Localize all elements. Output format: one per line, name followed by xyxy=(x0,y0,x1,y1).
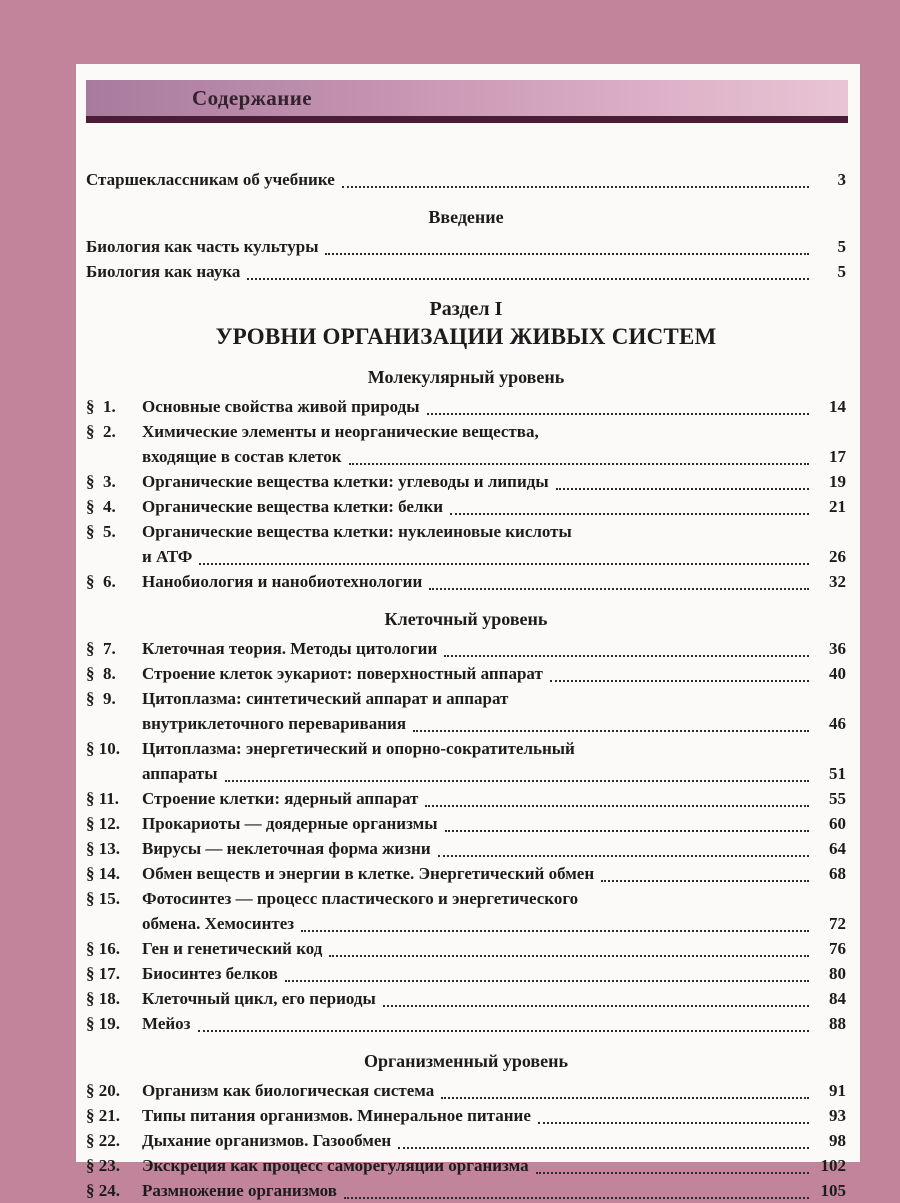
entry-page: 32 xyxy=(829,572,846,591)
entry-number: § 23. xyxy=(86,1156,120,1175)
entry-number: § 17. xyxy=(86,964,120,983)
entry-number: § 2. xyxy=(86,422,116,441)
contents-header-band xyxy=(86,80,848,116)
entry-title: Размножение организмов xyxy=(142,1181,337,1200)
entry-title: Мейоз xyxy=(142,1014,191,1033)
entry-number: § 5. xyxy=(86,522,116,541)
dot-leader xyxy=(349,463,809,465)
entry-number: § 4. xyxy=(86,497,116,516)
toc-entry xyxy=(86,167,846,192)
page-title: Содержание xyxy=(192,85,312,110)
entry-number: § 15. xyxy=(86,889,120,908)
entry-page: 36 xyxy=(829,639,846,658)
dot-leader xyxy=(329,955,809,957)
dot-leader xyxy=(536,1172,809,1174)
dot-leader xyxy=(225,780,809,782)
entry-number: § 21. xyxy=(86,1106,120,1125)
dot-leader xyxy=(247,278,809,280)
dot-leader xyxy=(198,1030,810,1032)
entry-title: Химические элементы и неорганические вещества, xyxy=(142,422,539,441)
toc-entry xyxy=(86,569,846,594)
entry-title: Ген и генетический код xyxy=(142,939,323,958)
entry-title-continued: внутриклеточного переваривания xyxy=(142,714,407,733)
entry-title: Дыхание организмов. Газообмен xyxy=(142,1131,392,1150)
entry-title: Клеточный цикл, его периоды xyxy=(142,989,376,1008)
toc-entry xyxy=(86,661,846,686)
entry-page: 98 xyxy=(829,1131,846,1150)
entry-title: Старшеклассникам об учебнике xyxy=(86,170,335,189)
dot-leader xyxy=(285,980,809,982)
dot-leader xyxy=(450,513,809,515)
entry-page: 3 xyxy=(837,170,846,189)
dot-leader xyxy=(538,1122,809,1124)
entry-title-continued: обмена. Хемосинтез xyxy=(142,914,295,933)
entry-page: 84 xyxy=(829,989,846,1008)
dot-leader xyxy=(425,805,809,807)
entry-title: Биология как наука xyxy=(86,262,241,281)
entry-title: Органические вещества клетки: углеводы и липиды xyxy=(142,472,549,491)
toc-entry xyxy=(86,259,846,284)
entry-title: Основные свойства живой природы xyxy=(142,397,420,416)
toc-entry xyxy=(86,469,846,494)
entry-title: Цитоплазма: синтетический аппарат и аппарат xyxy=(142,689,509,708)
entry-title: Обмен веществ и энергии в клетке. Энергетический обмен xyxy=(142,864,595,883)
toc-entry xyxy=(86,494,846,519)
entry-page: 55 xyxy=(829,789,846,808)
entry-line xyxy=(86,886,846,911)
entry-number: § 9. xyxy=(86,689,116,708)
entry-page: 76 xyxy=(829,939,846,958)
entry-number: § 7. xyxy=(86,639,116,658)
toc-entry xyxy=(86,986,846,1011)
entry-page: 88 xyxy=(829,1014,846,1033)
toc-entry xyxy=(86,1178,846,1203)
toc-entry xyxy=(86,1078,846,1103)
toc-entry xyxy=(86,736,846,786)
toc-entry xyxy=(86,686,846,736)
header-underline xyxy=(86,116,848,123)
entry-number: § 14. xyxy=(86,864,120,883)
entry-title: Нанобиология и нанобиотехнологии xyxy=(142,572,423,591)
entry-number: § 16. xyxy=(86,939,120,958)
toc-entry xyxy=(86,1153,846,1178)
dot-leader xyxy=(383,1005,809,1007)
dot-leader xyxy=(325,253,809,255)
entry-title-continued: аппараты xyxy=(142,764,218,783)
entry-number: § 11. xyxy=(86,789,120,808)
toc-entry xyxy=(86,519,846,569)
entry-page: 91 xyxy=(829,1081,846,1100)
entry-page: 102 xyxy=(820,1156,846,1175)
entry-page: 72 xyxy=(829,914,846,933)
entry-line xyxy=(86,711,846,736)
entry-page: 93 xyxy=(829,1106,846,1125)
entry-page: 46 xyxy=(829,714,846,733)
entry-line xyxy=(86,544,846,569)
dot-leader xyxy=(427,413,809,415)
entry-number: § 3. xyxy=(86,472,116,491)
toc-entry xyxy=(86,936,846,961)
entry-title: Органические вещества клетки: нуклеиновые кислоты xyxy=(142,522,572,541)
entry-page: 21 xyxy=(829,497,846,516)
entry-title: Прокариоты — доядерные организмы xyxy=(142,814,438,833)
entry-number: § 22. xyxy=(86,1131,120,1150)
entry-title: Строение клеток эукариот: поверхностный аппарат xyxy=(142,664,543,683)
entry-page: 19 xyxy=(829,472,846,491)
entry-page: 64 xyxy=(829,839,846,858)
toc-entry xyxy=(86,836,846,861)
entry-title: Типы питания организмов. Минеральное питание xyxy=(142,1106,531,1125)
book-page xyxy=(76,64,860,1200)
entry-line xyxy=(86,444,846,469)
toc-entry xyxy=(86,811,846,836)
entry-number: § 10. xyxy=(86,739,120,758)
entry-line xyxy=(86,761,846,786)
table-of-contents xyxy=(76,167,860,1203)
entry-title: Вирусы — неклеточная форма жизни xyxy=(142,839,431,858)
toc-entry xyxy=(86,861,846,886)
entry-title: Организм как биологическая система xyxy=(142,1081,435,1100)
dot-leader xyxy=(413,730,809,732)
section-heading: Клеточный уровень xyxy=(384,609,548,629)
entry-title: Клеточная теория. Методы цитологии xyxy=(142,639,438,658)
toc-entry xyxy=(86,394,846,419)
part-heading: Раздел I xyxy=(429,298,503,320)
dot-leader xyxy=(344,1197,809,1199)
entry-page: 105 xyxy=(820,1181,846,1200)
toc-entry xyxy=(86,786,846,811)
entry-title: Биосинтез белков xyxy=(142,964,278,983)
section-heading: Введение xyxy=(428,207,504,227)
dot-leader xyxy=(429,588,809,590)
dot-leader xyxy=(199,563,809,565)
entry-title: Фотосинтез — процесс пластического и энергетического xyxy=(142,889,579,908)
toc-entry xyxy=(86,961,846,986)
entry-title-continued: и АТФ xyxy=(142,547,193,566)
entry-number: § 8. xyxy=(86,664,116,683)
entry-page: 80 xyxy=(829,964,846,983)
dot-leader xyxy=(342,186,809,188)
entry-page: 5 xyxy=(837,237,846,256)
dot-leader xyxy=(601,880,809,882)
entry-title: Строение клетки: ядерный аппарат xyxy=(142,789,419,808)
entry-number: § 18. xyxy=(86,989,120,1008)
entry-page: 60 xyxy=(829,814,846,833)
section-heading: Организменный уровень xyxy=(364,1051,568,1071)
entry-number: § 24. xyxy=(86,1181,120,1200)
dot-leader xyxy=(444,655,809,657)
entry-title: Экскреция как процесс саморегуляции организма xyxy=(142,1156,529,1175)
toc-entry xyxy=(86,419,846,469)
entry-title-continued: входящие в состав клеток xyxy=(142,447,342,466)
entry-page: 40 xyxy=(829,664,846,683)
dot-leader xyxy=(550,680,809,682)
entry-title: Биология как часть культуры xyxy=(86,237,319,256)
entry-page: 14 xyxy=(829,397,846,416)
toc-entry xyxy=(86,636,846,661)
dot-leader xyxy=(441,1097,809,1099)
entry-line xyxy=(86,736,846,761)
toc-entry xyxy=(86,1011,846,1036)
toc-entry xyxy=(86,1128,846,1153)
entry-title: Цитоплазма: энергетический и опорно-сократительный xyxy=(142,739,575,758)
entry-number: § 6. xyxy=(86,572,116,591)
section-heading: Молекулярный уровень xyxy=(367,367,565,387)
entry-page: 51 xyxy=(829,764,846,783)
dot-leader xyxy=(445,830,809,832)
entry-number: § 20. xyxy=(86,1081,120,1100)
entry-number: § 12. xyxy=(86,814,120,833)
entry-line xyxy=(86,419,846,444)
entry-title: Органические вещества клетки: белки xyxy=(142,497,444,516)
toc-entry xyxy=(86,234,846,259)
part-title-heading: УРОВНИ ОРГАНИЗАЦИИ ЖИВЫХ СИСТЕМ xyxy=(215,324,717,349)
dot-leader xyxy=(398,1147,809,1149)
entry-number: § 19. xyxy=(86,1014,120,1033)
entry-line xyxy=(86,911,846,936)
toc-entry xyxy=(86,886,846,936)
entry-page: 26 xyxy=(829,547,846,566)
dot-leader xyxy=(301,930,809,932)
entry-number: § 13. xyxy=(86,839,120,858)
dot-leader xyxy=(556,488,809,490)
toc-entry xyxy=(86,1103,846,1128)
entry-page: 17 xyxy=(829,447,846,466)
entry-line xyxy=(86,686,846,711)
entry-number: § 1. xyxy=(86,397,116,416)
entry-page: 68 xyxy=(829,864,846,883)
entry-page: 5 xyxy=(837,262,846,281)
dot-leader xyxy=(438,855,809,857)
entry-line xyxy=(86,519,846,544)
